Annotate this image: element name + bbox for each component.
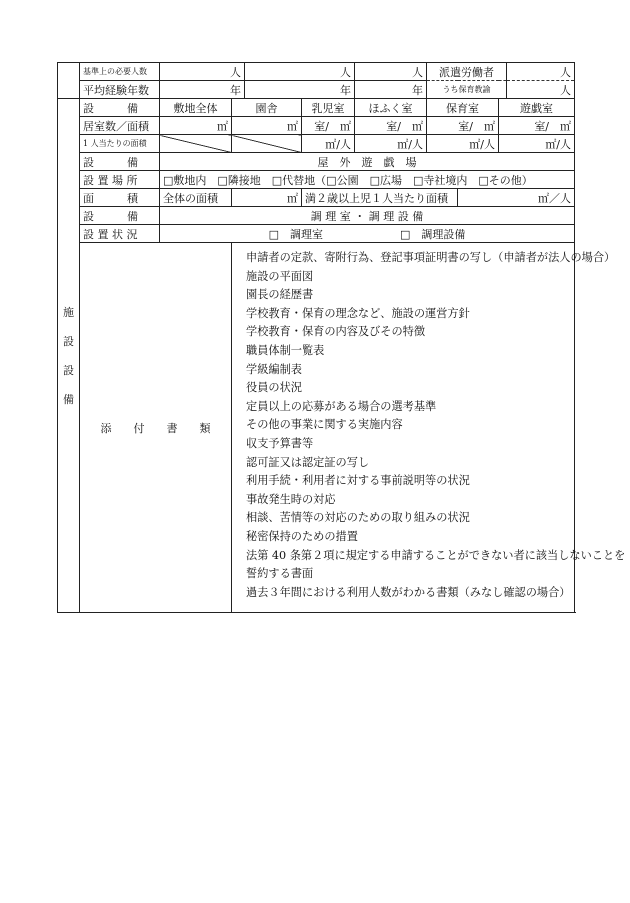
rooms-area-label: 居室数／面積 bbox=[80, 117, 160, 135]
col-nursery-room: 保育室 bbox=[427, 99, 499, 117]
facility-header-row bbox=[58, 99, 575, 117]
building-slash bbox=[232, 135, 302, 153]
list-item: その他の事業に関する実施内容 bbox=[246, 418, 403, 432]
facility-form-table bbox=[57, 62, 626, 613]
crawling-per-person[interactable]: ㎡/人 bbox=[355, 135, 427, 153]
outdoor-equipment-label: 設 備 bbox=[80, 153, 160, 171]
outdoor-area-row bbox=[58, 189, 575, 207]
avg-years-3[interactable]: 年 bbox=[355, 81, 427, 99]
list-item: 事故発生時の対応 bbox=[246, 492, 336, 506]
required-staff-label: 基準上の必要人数 bbox=[80, 63, 160, 81]
site-area[interactable]: ㎡ bbox=[160, 117, 232, 135]
list-item: 秘密保持のための措置 bbox=[246, 529, 358, 543]
teacher-label: うち保育教諭 bbox=[427, 81, 507, 99]
per-child-area-value[interactable]: ㎡／人 bbox=[458, 189, 575, 207]
list-item: 施設の平面図 bbox=[246, 269, 314, 283]
infant-room-area[interactable]: 室/ ㎡ bbox=[302, 117, 355, 135]
avg-years-label: 平均経験年数 bbox=[80, 81, 160, 99]
list-item: 法第 40 条第２項に規定する申請することができない者に該当しないことを bbox=[246, 548, 626, 562]
list-item: 申請者の定款、寄附行為、登記事項証明書の写し（申請者が法人の場合） bbox=[246, 251, 616, 264]
list-item: 学校教育・保育の理念など、施設の運営方針 bbox=[246, 306, 470, 320]
area-label: 面 積 bbox=[80, 189, 160, 207]
list-item: 誓約する書面 bbox=[246, 567, 314, 581]
list-item: 利用手続・利用者に対する事前説明等の状況 bbox=[246, 474, 470, 488]
infant-per-person[interactable]: ㎡/人 bbox=[302, 135, 355, 153]
site-slash bbox=[160, 135, 232, 153]
per-child-area-label: 満２歳以上児１人当たり面積 bbox=[302, 189, 458, 207]
col-infant-room: 乳児室 bbox=[302, 99, 355, 117]
rooms-area-row bbox=[58, 117, 575, 135]
crawling-room-area[interactable]: 室/ ㎡ bbox=[355, 117, 427, 135]
attachments-row bbox=[58, 243, 575, 613]
attachments-list bbox=[232, 243, 626, 613]
kitchen-equipment-checkbox[interactable]: □ 調理設備 bbox=[400, 227, 466, 241]
avg-years-2[interactable]: 年 bbox=[245, 81, 355, 99]
required-staff-count-1[interactable]: 人 bbox=[160, 63, 245, 81]
col-crawling-room: ほふく室 bbox=[355, 99, 427, 117]
col-play-room: 遊戯室 bbox=[499, 99, 575, 117]
location-row bbox=[58, 171, 575, 189]
total-area-label: 全体の面積 bbox=[160, 189, 232, 207]
kitchen-equipment-label: 設 備 bbox=[80, 207, 160, 225]
play-room-area[interactable]: 室/ ㎡ bbox=[499, 117, 575, 135]
location-label: 設 置 場 所 bbox=[80, 171, 160, 189]
list-item: 学校教育・保育の内容及びその特徴 bbox=[246, 325, 426, 339]
teacher-count[interactable]: 人 bbox=[507, 81, 575, 99]
kitchen-header-row bbox=[58, 207, 575, 225]
facility-side-label: 施 設 設 備 bbox=[58, 99, 80, 613]
outdoor-header-row bbox=[58, 153, 575, 171]
avg-years-1[interactable]: 年 bbox=[160, 81, 245, 99]
col-building: 園舎 bbox=[232, 99, 302, 117]
kitchen-header: 調 理 室 ・ 調 理 設 備 bbox=[160, 207, 575, 225]
avg-years-row bbox=[58, 81, 575, 99]
location-options[interactable]: □敷地内 □隣接地 □代替地（□公園 □広場 □寺社境内 □その他） bbox=[160, 171, 575, 189]
list-item: 過去３年間における利用人数がわかる書類（みなし確認の場合） bbox=[246, 585, 571, 599]
list-item: 職員体制一覧表 bbox=[246, 343, 325, 357]
equipment-label: 設 備 bbox=[80, 99, 160, 117]
nursery-room-area[interactable]: 室/ ㎡ bbox=[427, 117, 499, 135]
per-person-row bbox=[58, 135, 575, 153]
list-item: 収支予算書等 bbox=[246, 436, 314, 450]
required-staff-row bbox=[58, 63, 575, 81]
attachments-label: 添 付 書 類 bbox=[80, 243, 232, 613]
col-site: 敷地全体 bbox=[160, 99, 232, 117]
building-area[interactable]: ㎡ bbox=[232, 117, 302, 135]
list-item: 役員の状況 bbox=[246, 381, 302, 395]
required-staff-count-3[interactable]: 人 bbox=[355, 63, 427, 81]
install-status-label: 設 置 状 況 bbox=[80, 225, 160, 243]
kitchen-room-checkbox[interactable]: □ 調理室 bbox=[268, 227, 324, 241]
total-area-value[interactable]: ㎡ bbox=[232, 189, 302, 207]
list-item: 学級編制表 bbox=[246, 362, 302, 376]
list-item: 認可証又は認定証の写し bbox=[246, 455, 370, 469]
dispatch-worker-count[interactable]: 人 bbox=[507, 63, 575, 81]
required-staff-count-2[interactable]: 人 bbox=[245, 63, 355, 81]
nursery-per-person[interactable]: ㎡/人 bbox=[427, 135, 499, 153]
outdoor-play-header: 屋 外 遊 戯 場 bbox=[160, 153, 575, 171]
list-item: 園長の経歴書 bbox=[246, 288, 314, 302]
list-item: 定員以上の応募がある場合の選考基準 bbox=[246, 399, 437, 413]
install-status-row bbox=[58, 225, 575, 243]
dispatch-worker-label: 派遣労働者 bbox=[427, 63, 507, 81]
list-item: 相談、苦情等の対応のための取り組みの状況 bbox=[246, 511, 470, 525]
per-person-label: 1 人当たりの面積 bbox=[80, 135, 160, 153]
play-per-person[interactable]: ㎡/人 bbox=[499, 135, 575, 153]
